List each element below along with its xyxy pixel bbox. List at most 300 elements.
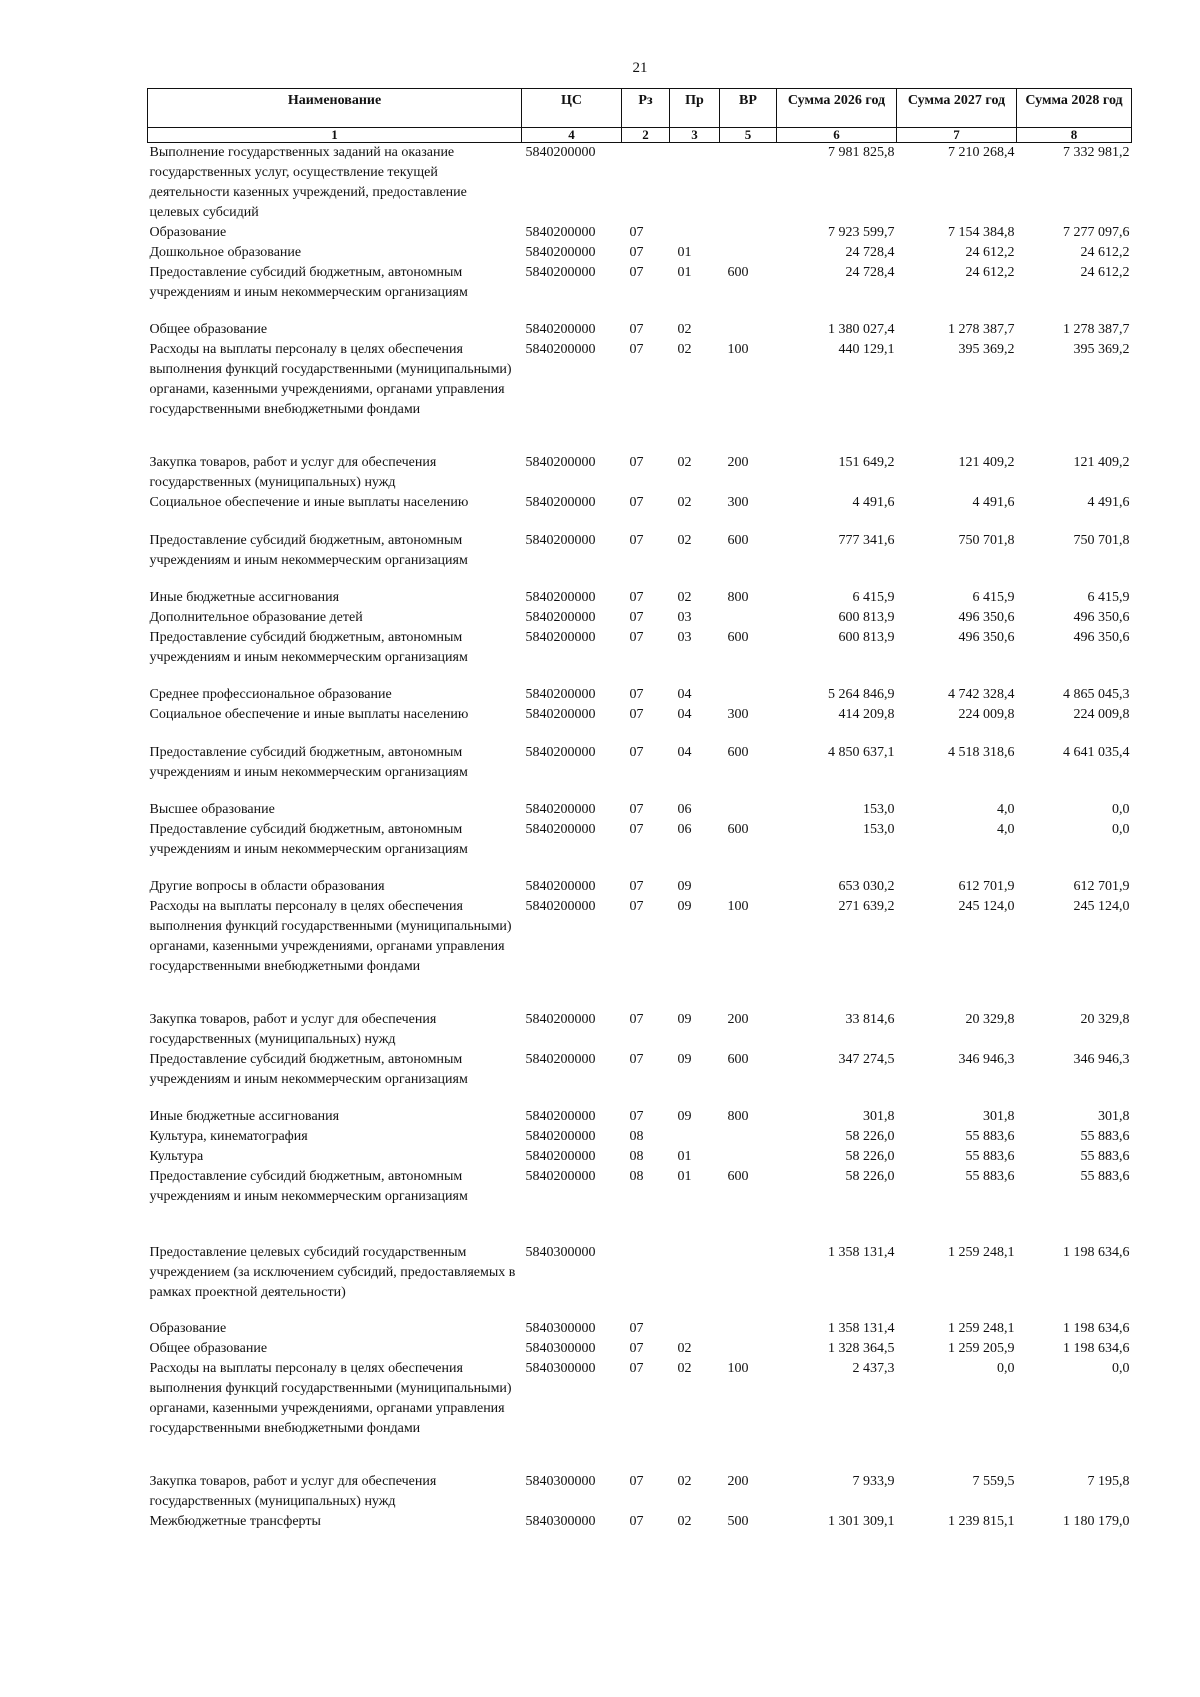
row-sum-2028: 301,8 — [1098, 1109, 1130, 1124]
row-pr: 09 — [677, 879, 692, 894]
row-name: Предоставление целевых субсидий государственным учреждением (за исключением субсидий, предоставляемых в рамках проектной деятельности) — [149, 1245, 516, 1300]
header-cs: ЦС — [522, 89, 622, 128]
row-sum-2026: 1 358 131,4 — [828, 1245, 895, 1260]
table-row — [148, 453, 1132, 493]
row-sum-2028: 346 946,3 — [1073, 1052, 1130, 1067]
row-vr: 500 — [727, 1514, 749, 1529]
row-pr: 01 — [677, 1169, 692, 1184]
row-sum-2028: 7 332 981,2 — [1063, 145, 1130, 160]
row-rz: 07 — [629, 1341, 644, 1356]
budget-table — [147, 88, 1132, 1532]
row-name: Иные бюджетные ассигнования — [149, 1109, 340, 1124]
row-rz — [622, 1243, 670, 1319]
row-cs: 5840200000 — [525, 533, 596, 548]
row-vr — [720, 800, 777, 820]
row-sum-2028: 0,0 — [1112, 802, 1130, 817]
column-number: 6 — [777, 128, 897, 143]
row-rz: 07 — [629, 1514, 644, 1529]
row-sum-2026: 151 649,2 — [838, 455, 895, 470]
row-rz: 07 — [629, 322, 644, 337]
header-vr: ВР — [720, 89, 777, 128]
row-name: Закупка товаров, работ и услуг для обеспечения государственных (муниципальных) нужд — [149, 1474, 437, 1509]
row-pr: 09 — [677, 1012, 692, 1027]
row-sum-2028: 612 701,9 — [1073, 879, 1130, 894]
row-pr: 02 — [677, 1341, 692, 1356]
row-vr — [720, 1319, 777, 1339]
row-sum-2026: 600 813,9 — [838, 610, 895, 625]
row-sum-2027: 0,0 — [997, 1361, 1015, 1376]
table-row — [148, 223, 1132, 243]
row-name: Образование — [149, 1321, 227, 1336]
table-row — [148, 705, 1132, 743]
row-sum-2027: 395 369,2 — [958, 342, 1015, 357]
row-sum-2027: 7 210 268,4 — [948, 145, 1015, 160]
row-sum-2028: 4 491,6 — [1087, 495, 1130, 510]
row-sum-2027: 4,0 — [997, 802, 1015, 817]
row-cs: 5840300000 — [525, 1321, 596, 1336]
row-name: Расходы на выплаты персоналу в целях обеспечения выполнения функций государственными (муниципальными) органами, казенными учреждениями, органами управления государственными внебюджетными фондами — [149, 342, 512, 417]
row-rz: 07 — [629, 533, 644, 548]
row-name: Дополнительное образование детей — [149, 610, 363, 625]
row-sum-2028: 4 641 035,4 — [1063, 745, 1130, 760]
row-cs: 5840200000 — [525, 455, 596, 470]
row-name: Закупка товаров, работ и услуг для обеспечения государственных (муниципальных) нужд — [149, 1012, 437, 1047]
row-name: Другие вопросы в области образования — [149, 879, 385, 894]
row-name: Расходы на выплаты персоналу в целях обеспечения выполнения функций государственными (муниципальными) органами, казенными учреждениями, органами управления государственными внебюджетными фондами — [149, 899, 512, 974]
table-row — [148, 897, 1132, 1010]
row-vr: 600 — [727, 745, 749, 760]
row-rz: 07 — [629, 1109, 644, 1124]
row-sum-2027: 1 239 815,1 — [948, 1514, 1015, 1529]
row-sum-2027: 6 415,9 — [972, 590, 1015, 605]
table-row — [148, 1050, 1132, 1107]
row-vr — [720, 1243, 777, 1319]
row-sum-2026: 1 358 131,4 — [828, 1321, 895, 1336]
row-sum-2028: 7 277 097,6 — [1063, 225, 1130, 240]
row-sum-2026: 153,0 — [863, 802, 895, 817]
row-cs: 5840200000 — [525, 1052, 596, 1067]
row-rz: 07 — [629, 1012, 644, 1027]
row-sum-2026: 24 728,4 — [845, 245, 895, 260]
table-row — [148, 243, 1132, 263]
row-pr — [670, 1243, 720, 1319]
row-sum-2026: 7 923 599,7 — [828, 225, 895, 240]
row-rz: 07 — [629, 745, 644, 760]
row-cs: 5840200000 — [525, 1109, 596, 1124]
row-rz: 07 — [629, 822, 644, 837]
row-cs: 5840200000 — [525, 802, 596, 817]
row-name: Предоставление субсидий бюджетным, автономным учреждениям и иным некоммерческим организациям — [149, 630, 468, 665]
row-sum-2028: 496 350,6 — [1073, 610, 1130, 625]
row-sum-2026: 414 209,8 — [838, 707, 895, 722]
row-sum-2026: 7 981 825,8 — [828, 145, 895, 160]
row-cs: 5840200000 — [525, 145, 596, 160]
header-name: Наименование — [148, 89, 522, 128]
row-rz: 08 — [629, 1169, 644, 1184]
row-name: Предоставление субсидий бюджетным, автономным учреждениям и иным некоммерческим организациям — [149, 533, 468, 568]
table-row — [148, 1319, 1132, 1339]
row-vr: 800 — [727, 1109, 749, 1124]
row-pr: 03 — [677, 610, 692, 625]
table-row — [148, 743, 1132, 800]
row-sum-2028: 55 883,6 — [1080, 1169, 1130, 1184]
row-sum-2027: 4 742 328,4 — [948, 687, 1015, 702]
row-vr: 600 — [727, 533, 749, 548]
row-rz: 07 — [629, 899, 644, 914]
row-name: Межбюджетные трансферты — [149, 1514, 321, 1529]
row-sum-2027: 4,0 — [997, 822, 1015, 837]
row-sum-2028: 1 198 634,6 — [1063, 1245, 1130, 1260]
table-row — [148, 628, 1132, 685]
row-sum-2026: 6 415,9 — [852, 590, 895, 605]
column-number: 4 — [522, 128, 622, 143]
row-name: Расходы на выплаты персоналу в целях обеспечения выполнения функций государственными (муниципальными) органами, казенными учреждениями, органами управления государственными внебюджетными фондами — [149, 1361, 512, 1436]
row-cs: 5840200000 — [525, 1169, 596, 1184]
row-pr: 02 — [677, 455, 692, 470]
row-vr: 600 — [727, 265, 749, 280]
row-pr: 01 — [677, 245, 692, 260]
row-sum-2028: 7 195,8 — [1087, 1474, 1130, 1489]
row-rz: 07 — [629, 802, 644, 817]
column-number: 8 — [1017, 128, 1132, 143]
row-sum-2026: 5 264 846,9 — [828, 687, 895, 702]
row-sum-2027: 7 559,5 — [972, 1474, 1015, 1489]
row-sum-2026: 653 030,2 — [838, 879, 895, 894]
row-cs: 5840200000 — [525, 610, 596, 625]
row-sum-2028: 1 198 634,6 — [1063, 1341, 1130, 1356]
row-vr: 100 — [727, 899, 749, 914]
row-sum-2027: 121 409,2 — [958, 455, 1015, 470]
row-rz: 07 — [629, 610, 644, 625]
row-cs: 5840200000 — [525, 1012, 596, 1027]
header-sum-2028: Сумма 2028 год — [1017, 89, 1132, 128]
row-cs: 5840300000 — [525, 1361, 596, 1376]
header-rz: Рз — [622, 89, 670, 128]
row-cs: 5840200000 — [525, 1149, 596, 1164]
row-sum-2027: 7 154 384,8 — [948, 225, 1015, 240]
row-sum-2028: 6 415,9 — [1087, 590, 1130, 605]
row-sum-2028: 0,0 — [1112, 822, 1130, 837]
row-name: Выполнение государственных заданий на оказание государственных услуг, осуществление текущей деятельности казенных учреждений, предоставление целевых субсидий — [149, 145, 467, 220]
row-pr: 02 — [677, 322, 692, 337]
row-cs: 5840200000 — [525, 630, 596, 645]
row-rz: 08 — [629, 1129, 644, 1144]
row-pr: 02 — [677, 1514, 692, 1529]
row-sum-2026: 301,8 — [863, 1109, 895, 1124]
row-pr: 04 — [677, 745, 692, 760]
row-cs: 5840200000 — [525, 342, 596, 357]
row-pr — [670, 143, 720, 224]
row-rz: 07 — [629, 1474, 644, 1489]
row-sum-2028: 1 278 387,7 — [1063, 322, 1130, 337]
row-name: Предоставление субсидий бюджетным, автономным учреждениям и иным некоммерческим организациям — [149, 822, 468, 857]
row-rz: 07 — [629, 495, 644, 510]
row-sum-2027: 301,8 — [983, 1109, 1015, 1124]
row-rz: 07 — [629, 590, 644, 605]
row-sum-2027: 496 350,6 — [958, 630, 1015, 645]
row-pr — [670, 1127, 720, 1147]
table-row — [148, 800, 1132, 820]
row-cs: 5840200000 — [525, 687, 596, 702]
row-pr: 03 — [677, 630, 692, 645]
row-cs: 5840200000 — [525, 899, 596, 914]
row-pr: 06 — [677, 822, 692, 837]
row-sum-2026: 7 933,9 — [852, 1474, 895, 1489]
row-pr: 04 — [677, 707, 692, 722]
row-rz: 08 — [629, 1149, 644, 1164]
row-name: Предоставление субсидий бюджетным, автономным учреждениям и иным некоммерческим организациям — [149, 1169, 468, 1204]
row-sum-2028: 1 198 634,6 — [1063, 1321, 1130, 1336]
row-rz: 07 — [629, 630, 644, 645]
row-vr — [720, 1127, 777, 1147]
row-pr: 09 — [677, 1109, 692, 1124]
row-sum-2026: 440 129,1 — [838, 342, 895, 357]
column-number: 2 — [622, 128, 670, 143]
row-name: Общее образование — [149, 322, 268, 337]
row-sum-2027: 24 612,2 — [965, 265, 1015, 280]
row-cs: 5840300000 — [525, 1245, 596, 1260]
table-row — [148, 531, 1132, 588]
row-sum-2028: 750 701,8 — [1073, 533, 1130, 548]
row-rz: 07 — [629, 455, 644, 470]
row-sum-2027: 346 946,3 — [958, 1052, 1015, 1067]
row-sum-2026: 1 328 364,5 — [828, 1341, 895, 1356]
row-sum-2027: 55 883,6 — [965, 1129, 1015, 1144]
row-sum-2026: 24 728,4 — [845, 265, 895, 280]
row-pr: 09 — [677, 899, 692, 914]
table-row — [148, 1243, 1132, 1319]
row-cs: 5840200000 — [525, 245, 596, 260]
row-rz: 07 — [629, 1052, 644, 1067]
row-sum-2028: 121 409,2 — [1073, 455, 1130, 470]
row-sum-2026: 4 850 637,1 — [828, 745, 895, 760]
page-number: 21 — [632, 60, 648, 76]
row-sum-2027: 1 259 248,1 — [948, 1245, 1015, 1260]
row-name: Дошкольное образование — [149, 245, 302, 260]
row-sum-2026: 58 226,0 — [845, 1129, 895, 1144]
row-cs: 5840200000 — [525, 322, 596, 337]
row-pr: 02 — [677, 495, 692, 510]
row-rz: 07 — [629, 707, 644, 722]
row-sum-2027: 24 612,2 — [965, 245, 1015, 260]
row-cs: 5840200000 — [525, 879, 596, 894]
row-pr: 06 — [677, 802, 692, 817]
row-pr: 02 — [677, 533, 692, 548]
row-sum-2027: 496 350,6 — [958, 610, 1015, 625]
row-vr: 200 — [727, 455, 749, 470]
row-sum-2027: 55 883,6 — [965, 1149, 1015, 1164]
row-cs: 5840300000 — [525, 1341, 596, 1356]
row-vr — [720, 685, 777, 705]
row-vr: 300 — [727, 495, 749, 510]
row-vr — [720, 143, 777, 224]
row-sum-2026: 58 226,0 — [845, 1149, 895, 1164]
row-name: Общее образование — [149, 1341, 268, 1356]
row-sum-2027: 1 278 387,7 — [948, 322, 1015, 337]
table-row — [148, 340, 1132, 453]
row-name: Среднее профессиональное образование — [149, 687, 392, 702]
row-vr: 600 — [727, 822, 749, 837]
row-vr: 200 — [727, 1474, 749, 1489]
table-row — [148, 263, 1132, 320]
row-sum-2028: 496 350,6 — [1073, 630, 1130, 645]
row-name: Предоставление субсидий бюджетным, автономным учреждениям и иным некоммерческим организациям — [149, 265, 468, 300]
row-name: Социальное обеспечение и иные выплаты населению — [149, 495, 469, 510]
row-pr: 01 — [677, 1149, 692, 1164]
row-sum-2028: 395 369,2 — [1073, 342, 1130, 357]
row-sum-2028: 55 883,6 — [1080, 1149, 1130, 1164]
table-row — [148, 1167, 1132, 1243]
row-rz: 07 — [629, 687, 644, 702]
row-sum-2026: 2 437,3 — [852, 1361, 895, 1376]
row-name: Предоставление субсидий бюджетным, автономным учреждениям и иным некоммерческим организациям — [149, 1052, 468, 1087]
row-sum-2026: 1 301 309,1 — [828, 1514, 895, 1529]
row-name: Иные бюджетные ассигнования — [149, 590, 340, 605]
table-row — [148, 143, 1132, 224]
row-vr: 600 — [727, 1052, 749, 1067]
row-vr: 200 — [727, 1012, 749, 1027]
row-rz — [622, 143, 670, 224]
row-sum-2027: 4 491,6 — [972, 495, 1015, 510]
row-sum-2026: 1 380 027,4 — [828, 322, 895, 337]
column-number: 1 — [148, 128, 522, 143]
row-sum-2027: 4 518 318,6 — [948, 745, 1015, 760]
row-vr: 800 — [727, 590, 749, 605]
row-rz: 07 — [629, 225, 644, 240]
row-sum-2027: 612 701,9 — [958, 879, 1015, 894]
row-sum-2028: 224 009,8 — [1073, 707, 1130, 722]
row-sum-2026: 33 814,6 — [845, 1012, 895, 1027]
column-number: 5 — [720, 128, 777, 143]
row-sum-2027: 224 009,8 — [958, 707, 1015, 722]
table-row — [148, 608, 1132, 628]
row-pr: 02 — [677, 590, 692, 605]
table-row — [148, 1359, 1132, 1472]
row-cs: 5840200000 — [525, 745, 596, 760]
row-cs: 5840200000 — [525, 495, 596, 510]
row-sum-2026: 153,0 — [863, 822, 895, 837]
row-cs: 5840200000 — [525, 225, 596, 240]
row-sum-2026: 271 639,2 — [838, 899, 895, 914]
row-sum-2028: 24 612,2 — [1080, 245, 1130, 260]
row-vr: 100 — [727, 1361, 749, 1376]
row-vr — [720, 243, 777, 263]
header-pr: Пр — [670, 89, 720, 128]
row-name: Высшее образование — [149, 802, 275, 817]
row-cs: 5840200000 — [525, 707, 596, 722]
table-row — [148, 1512, 1132, 1532]
row-vr — [720, 608, 777, 628]
column-number: 7 — [897, 128, 1017, 143]
row-vr — [720, 1339, 777, 1359]
row-cs: 5840200000 — [525, 590, 596, 605]
row-sum-2028: 1 180 179,0 — [1063, 1514, 1130, 1529]
row-rz: 07 — [629, 1361, 644, 1376]
table-row — [148, 877, 1132, 897]
row-vr — [720, 877, 777, 897]
table-row — [148, 493, 1132, 531]
table-row — [148, 320, 1132, 340]
row-sum-2027: 1 259 248,1 — [948, 1321, 1015, 1336]
row-sum-2027: 20 329,8 — [965, 1012, 1015, 1027]
row-sum-2028: 245 124,0 — [1073, 899, 1130, 914]
row-cs: 5840300000 — [525, 1474, 596, 1489]
row-name: Социальное обеспечение и иные выплаты населению — [149, 707, 469, 722]
row-cs: 5840200000 — [525, 1129, 596, 1144]
row-sum-2027: 55 883,6 — [965, 1169, 1015, 1184]
row-rz: 07 — [629, 245, 644, 260]
row-sum-2028: 0,0 — [1112, 1361, 1130, 1376]
row-sum-2026: 347 274,5 — [838, 1052, 895, 1067]
row-sum-2028: 4 865 045,3 — [1063, 687, 1130, 702]
table-body — [148, 143, 1132, 1533]
row-vr — [720, 320, 777, 340]
row-sum-2028: 55 883,6 — [1080, 1129, 1130, 1144]
column-number: 3 — [670, 128, 720, 143]
table-row — [148, 588, 1132, 608]
row-vr: 600 — [727, 630, 749, 645]
row-rz: 07 — [629, 342, 644, 357]
row-sum-2026: 777 341,6 — [838, 533, 895, 548]
row-cs: 5840200000 — [525, 822, 596, 837]
table-row — [148, 1472, 1132, 1512]
row-sum-2026: 600 813,9 — [838, 630, 895, 645]
row-name: Предоставление субсидий бюджетным, автономным учреждениям и иным некоммерческим организациям — [149, 745, 468, 780]
row-vr: 300 — [727, 707, 749, 722]
table-header — [148, 89, 1132, 143]
header-sum-2027: Сумма 2027 год — [897, 89, 1017, 128]
row-sum-2027: 1 259 205,9 — [948, 1341, 1015, 1356]
table-row — [148, 1339, 1132, 1359]
row-pr: 02 — [677, 1361, 692, 1376]
table-row — [148, 685, 1132, 705]
row-name: Закупка товаров, работ и услуг для обеспечения государственных (муниципальных) нужд — [149, 455, 437, 490]
row-pr: 04 — [677, 687, 692, 702]
row-rz: 07 — [629, 265, 644, 280]
row-cs: 5840200000 — [525, 265, 596, 280]
row-rz: 07 — [629, 1321, 644, 1336]
row-vr — [720, 223, 777, 243]
row-rz: 07 — [629, 879, 644, 894]
table-row — [148, 820, 1132, 877]
row-pr — [670, 1319, 720, 1339]
budget-table-container — [147, 88, 1131, 1532]
row-pr: 02 — [677, 1474, 692, 1489]
row-sum-2027: 245 124,0 — [958, 899, 1015, 914]
row-sum-2026: 58 226,0 — [845, 1169, 895, 1184]
row-vr — [720, 1147, 777, 1167]
table-row — [148, 1107, 1132, 1127]
row-pr: 09 — [677, 1052, 692, 1067]
row-sum-2027: 750 701,8 — [958, 533, 1015, 548]
table-row — [148, 1147, 1132, 1167]
row-pr: 02 — [677, 342, 692, 357]
row-sum-2028: 20 329,8 — [1080, 1012, 1130, 1027]
row-name: Образование — [149, 225, 227, 240]
table-row — [148, 1127, 1132, 1147]
row-pr: 01 — [677, 265, 692, 280]
row-sum-2026: 4 491,6 — [852, 495, 895, 510]
table-row — [148, 1010, 1132, 1050]
row-vr: 100 — [727, 342, 749, 357]
row-vr: 600 — [727, 1169, 749, 1184]
row-cs: 5840300000 — [525, 1514, 596, 1529]
row-pr — [670, 223, 720, 243]
row-sum-2028: 24 612,2 — [1080, 265, 1130, 280]
row-name: Культура, кинематография — [149, 1129, 308, 1144]
header-sum-2026: Сумма 2026 год — [777, 89, 897, 128]
row-name: Культура — [149, 1149, 204, 1164]
